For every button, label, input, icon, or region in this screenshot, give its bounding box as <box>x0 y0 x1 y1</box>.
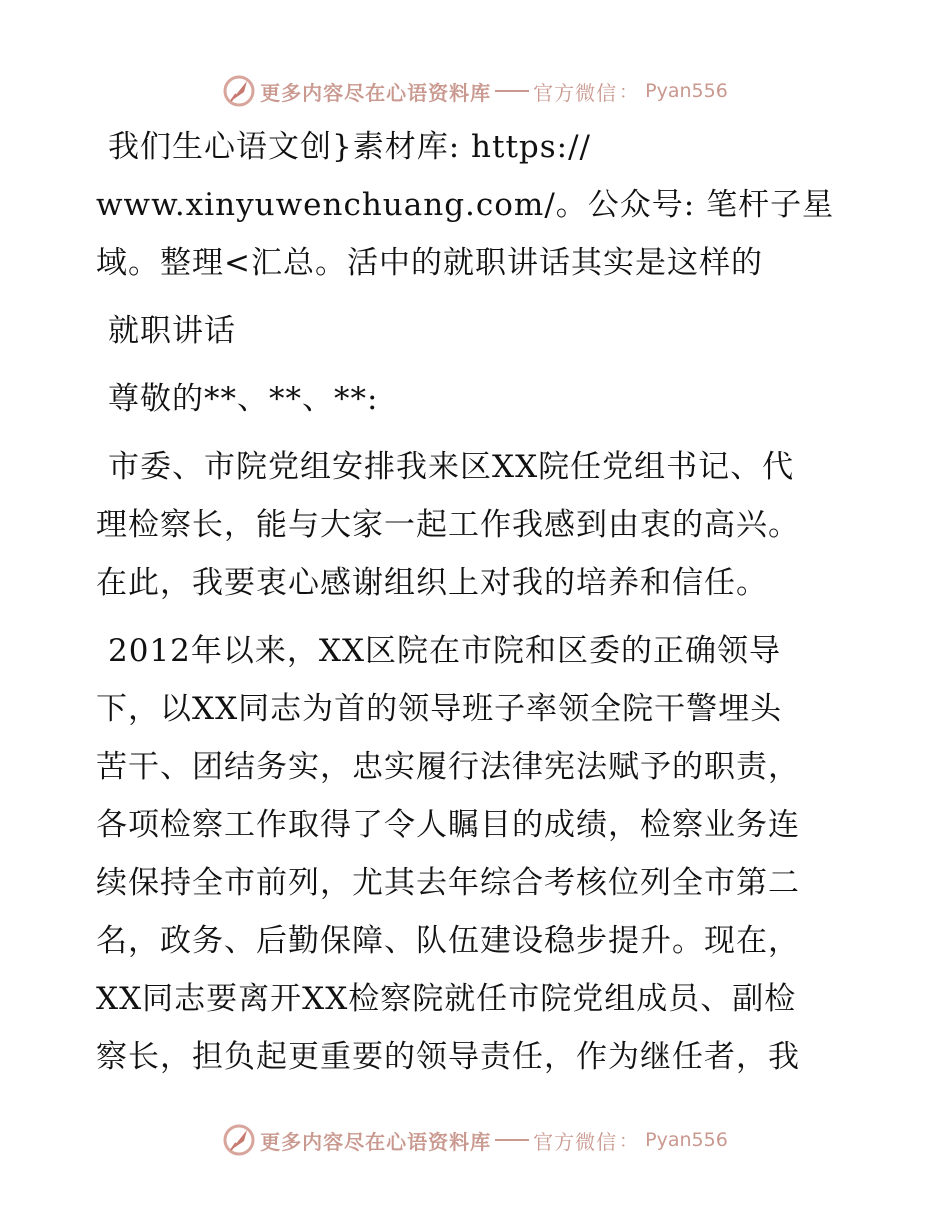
paragraph-line: 市委、市院党组安排我来区XX院任党组书记、代 <box>108 449 795 485</box>
watermark-colon: ： <box>619 1131 638 1152</box>
paragraph-line: 苦干、团结务实，忠实履行法律宪法赋予的职责， <box>96 749 800 785</box>
paragraph-line: XX同志要离开XX检察院就任市院党组成员、副检 <box>96 981 797 1017</box>
spacer <box>96 292 856 302</box>
intro-line: 我们生心语文创}素材库: https:// <box>108 129 591 165</box>
spacer <box>96 612 856 622</box>
salutation: 尊敬的**、**、**: <box>108 381 379 417</box>
intro-line: 域。整理<汇总。活中的就职讲话其实是这样的 <box>96 245 763 281</box>
header-watermark-banner <box>0 71 950 111</box>
paragraph-line: 2012年以来，XX区院在市院和区委的正确领导 <box>108 633 782 669</box>
watermark-dash-divider <box>495 1139 529 1141</box>
paragraph-line: 察长，担负起更重要的领导责任，作为继任者，我 <box>96 1039 800 1075</box>
paragraph-line: 名，政务、后勤保障、队伍建设稳步提升。现在， <box>96 923 800 959</box>
paragraph-2 <box>96 622 856 1086</box>
paragraph-line: 下，以XX同志为首的领导班子率领全院干警埋头 <box>96 691 783 727</box>
watermark-handle: Pyan556 <box>645 1129 728 1151</box>
intro-line: www.xinyuwenchuang.com/。公众号: 笔杆子星 <box>96 187 835 223</box>
feather-pen-logo-icon <box>222 74 256 108</box>
paragraph-1 <box>96 438 856 612</box>
document-title: 就职讲话 <box>108 313 236 349</box>
watermark-brand-text: 更多内容尽在心语资料库 <box>260 80 492 105</box>
intro-paragraph <box>96 118 856 292</box>
footer-watermark-banner <box>0 1120 950 1160</box>
paragraph-line: 续保持全市前列，尤其去年综合考核位列全市第二 <box>96 865 800 901</box>
paragraph-line: 各项检察工作取得了令人瞩目的成绩，检察业务连 <box>96 807 800 843</box>
feather-pen-logo-icon <box>222 1123 256 1157</box>
paragraph-line: 在此，我要衷心感谢组织上对我的培养和信任。 <box>96 565 768 601</box>
watermark-official-label: 官方微信 <box>533 80 618 105</box>
document-body <box>96 118 856 1086</box>
paragraph-line: 理检察长，能与大家一起工作我感到由衷的高兴。 <box>96 507 800 543</box>
spacer <box>96 428 856 438</box>
watermark-handle: Pyan556 <box>645 80 728 102</box>
watermark-brand-text: 更多内容尽在心语资料库 <box>260 1129 492 1154</box>
watermark-official-label: 官方微信 <box>533 1129 618 1154</box>
watermark-colon: ： <box>619 82 638 103</box>
watermark-dash-divider <box>495 90 529 92</box>
spacer <box>96 360 856 370</box>
